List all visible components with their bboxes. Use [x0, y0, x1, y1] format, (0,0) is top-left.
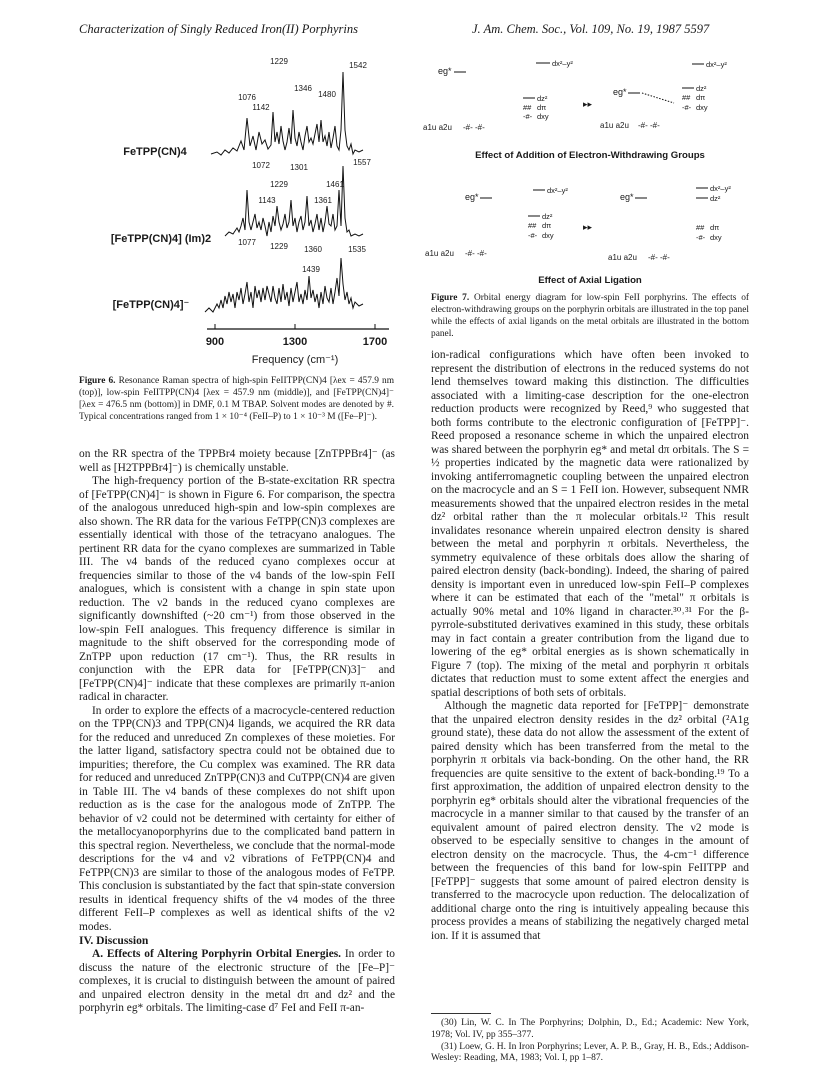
peak-label: 1346	[294, 84, 312, 93]
arrow-icon: ▸▸	[583, 222, 593, 232]
peak-label: 1077	[238, 238, 256, 247]
electron-pair-marks: -#- -#-	[638, 121, 660, 130]
figure-6-caption	[79, 376, 394, 424]
arrow-icon: ▸▸	[583, 99, 593, 109]
figure-7-caption	[431, 293, 749, 341]
dxy-label: dxy	[696, 103, 708, 112]
peak-label: 1143	[258, 196, 276, 205]
dxy-label: dxy	[542, 231, 554, 240]
peak-label: 1535	[348, 245, 366, 254]
peak-label: 1229	[270, 180, 288, 189]
mixing-dotted-line	[642, 93, 674, 103]
figure-6-caption-text: Resonance Raman spectra of high-spin FeIITPP(CN)4 [λex = 457.9 nm (top)], low-spin FeIITPP(CN)4 [λex = 457.9 nm (middle)], and [FeTPP(CN)4]⁻ [λex = 476.5 nm (bottom)] in DMF, 0.1 M TBAP. Solvent modes are denoted by #. Typical concentrations ranged from 1 × 10⁻⁴ (FeII–P) to 1 × 10⁻³ M ([Fe–P]⁻).	[79, 376, 394, 422]
a1u-a2u-label: a1u a2u	[423, 123, 452, 132]
dz2-label: dz²	[537, 94, 548, 103]
figure-7-orbital-diagram	[420, 48, 755, 288]
peak-label: 1229	[270, 57, 288, 66]
spectrum-trace-top	[211, 72, 363, 155]
x-tick-label-1300: 1300	[282, 336, 308, 348]
dpi-level: ##	[696, 223, 705, 232]
dxy-level: -#-	[696, 233, 706, 242]
reference-30: (30) Lin, W. C. In The Porphyrins; Dolphin, D., Ed.; Academic: New York, 1978; Vol. IV, pp 355–377.	[431, 1018, 749, 1040]
body-paragraph: In order to explore the effects of a macrocycle-centered reduction on the TPP(CN)3 and TPP(CN)4 ligands, we acquired the RR data for the reduced and unreduced Zn complexes of these moieties. For the latter ligand, satisfactory spectra could not be obtained due to impurities; therefore, the Cu complex was examined. The RR data for reduced and unreduced ZnTPP(CN)3 and CuTPP(CN)4 are given in Table III. The ν4 bands of these complexes do not shift upon reduction as is the case for the analogous mode of ZnTPP. The behavior of ν2 could not be determined with certainty for either of the metallocyanoporphyrins due to the complicated band pattern in this spectral region. Nevertheless, we conclude that the normal-mode descriptions for the ν4 and ν2 vibrations of FeTPP(CN)4 and FeTPP(CN)3 are similar to those of the analogous modes of FeTPP. This conclusion is substantiated by the fact that spin-state conversion results in identical frequency shifts of the ν4 modes of the three different FeII–P complexes as well as identical shifts of the ν2 modes.	[79, 704, 395, 933]
body-paragraph: ion-radical configurations which have often been invoked to represent the distribution of electrons in the reduced systems do not lend themselves toward making this distinction. The difficulties associated with a limiting-case description for the one-electron reduction products were recognized by Reed,⁹ who suggested that both forms contribute to the electronic configuration of [FeTPP]⁻. Reed proposed a resonance scheme in which the unpaired electron was shared between the porphyrin eg* and metal dπ orbitals. The S = ½ properties indicated by the magnetic data were rationalized by invoking antiferromagnetic coupling between the unpaired electron on the macrocycle and an S = 1 FeII ion. However, subsequent NMR measurements showed that the unpaired electron resides in the metal dz² orbital rather than the π molecular orbitals.¹² This result invalidates resonance wherein unpaired electron density is shared between the metal and porphyrin π orbitals. Nevertheless, the symmetry equivalence of these orbitals does allow the sharing of paired electron density (back-bonding). Indeed, the sharing of paired density is important even in unreduced low-spin FeII–P complexes where it can be estimated that each of the "metal" π orbitals is actually 90% metal and 10% ligand in character.³⁰˒³¹ For the β-pyrrole-substituted derivatives examined in this study, these orbitals may in fact contain a greater contribution from the ligand due to lowering of the eg* orbital energies as is shown schematically in Figure 7 (top). The mixing of the metal and porphyrin π orbitals dictates that reduction must to some extent affect the energies and spatial descriptions of both sets of orbitals.	[431, 349, 749, 699]
figure-7-caption-text: Orbital energy diagram for low-spin FeII porphyrins. The effects of electron-withdrawing groups on the porphyrin orbitals are illustrated in the top panel while the effects of axial ligands on the metal orbitals are illustrated in the bottom panel.	[431, 293, 750, 339]
eg-star-label: eg*	[438, 66, 452, 76]
footnote-rule	[431, 1013, 491, 1014]
body-paragraph: The high-frequency portion of the B-state-excitation RR spectra of [FeTPP(CN)4]⁻ is shown in Figure 6. For comparison, the spectra of the analogous unreduced high-spin and low-spin complexes are also shown. The RR data for the various FeTPP(CN)3 complexes are essentially identical with those of the tetracyano analogues. The pertinent RR data for the cyano complexes are summarized in Table III. The ν4 bands of the reduced cyano complexes occur at frequencies similar to those of the ν4 bands of the low-spin FeII analogues, which is consistent with a change in spin state upon reduction. The ν2 bands in the reduced cyano complexes are significantly downshifted (~20 cm⁻¹) from those observed in the low-spin FeII analogues. This frequency difference is similar in magnitude to the shift observed for the corresponding mode of ZnTPP upon reduction (17 cm⁻¹). Thus, the RR results in conjunction with the EPR data for [FeTPP(CN)3]⁻ and [FeTPP(CN)4]⁻ indicate that these complexes are primarily π-anion radical in character.	[79, 475, 395, 703]
dpi-label: dπ	[696, 93, 706, 102]
trace-label-mid: [FeTPP(CN)4] (Im)2	[110, 233, 212, 245]
electron-pair-marks: -#- -#-	[463, 123, 485, 132]
references	[431, 1018, 749, 1065]
dx2y2-label: dx²–y²	[710, 184, 731, 193]
peak-label: 1557	[353, 158, 371, 167]
dpi-label: dπ	[542, 221, 552, 230]
a1u-a2u-label: a1u a2u	[608, 253, 637, 262]
dz2-label: dz²	[696, 84, 707, 93]
dpi-level: ##	[523, 103, 532, 112]
dz2-label: dz²	[710, 194, 721, 203]
electron-pair-marks: -#- -#-	[465, 249, 487, 258]
dpi-label: dπ	[537, 103, 547, 112]
right-column	[431, 349, 749, 943]
left-column	[79, 448, 395, 1016]
peak-label: 1142	[252, 103, 270, 112]
peak-label: 1542	[349, 61, 367, 70]
a1u-a2u-label: a1u a2u	[425, 249, 454, 258]
peak-label: 1439	[302, 265, 320, 274]
peak-label: 1360	[304, 245, 322, 254]
dpi-label: dπ	[710, 223, 720, 232]
body-paragraph: Although the magnetic data reported for [FeTPP]⁻ demonstrate that the unpaired electron density resides in the dz² orbital (²A1g ground state), these data do not allow the assessment of the extent of paired density which has been transferred from the metal to the porphyrin π orbitals via back-bonding. On the other hand, the RR frequencies are quite sensitive to the extent of back-bonding.¹⁹ To a first approximation, the addition of unpaired electron density to the porphyrin eg* orbitals should alter the vibrational frequencies of the macrocycle in a manner similar to that caused by the transfer of an equivalent amount of paired electron density. The ν2 mode is observed to be especially sensitive to changes in the amount of electron density on the macrocycle. Thus, the 4-cm⁻¹ difference between the frequencies of this band for low-spin FeIITPP and [FeTPP]⁻ suggests that some amount of paired electron density is transferred to the macrocycle upon reduction. The delocalization of additional charge onto the ring is intuitively appealing because this process provides a means of stabilizing the negatively charged metal ion. If it is assumed that	[431, 700, 749, 942]
dxy-level: -#-	[523, 112, 533, 121]
figure-7-bottom-title: Effect of Axial Ligation	[538, 275, 642, 286]
peak-label: 1361	[314, 196, 332, 205]
dx2y2-label: dx²–y²	[706, 60, 727, 69]
spectrum-trace-bot	[205, 258, 363, 312]
peak-label: 1480	[318, 90, 336, 99]
subsection-heading: A. Effects of Altering Porphyrin Orbital Energies.	[92, 948, 342, 960]
eg-star-label: eg*	[620, 192, 634, 202]
a1u-a2u-label: a1u a2u	[600, 121, 629, 130]
body-paragraph	[79, 948, 395, 1016]
body-text: In order to discuss the nature of the electronic structure of the [Fe–P]⁻ complexes, it is crucial to distinguish between the amount of paired and unpaired electron density in the metal dπ and dz² and the porphyrin eg* orbitals. The limiting-case d⁷ FeI and FeII π-an-	[79, 948, 395, 1014]
running-header-right: J. Am. Chem. Soc., Vol. 109, No. 19, 1987 5597	[472, 22, 710, 36]
peak-label: 1229	[270, 242, 288, 251]
peak-label: 1072	[252, 161, 270, 170]
electron-pair-marks: -#- -#-	[648, 253, 670, 262]
dxy-label: dxy	[710, 233, 722, 242]
reference-31: (31) Loew, G. H. In Iron Porphyrins; Lever, A. P. B., Gray, H. B., Eds.; Addison-Wesley: Reading, MA, 1983; Vol. I, pp 1–87.	[431, 1041, 749, 1064]
figure-7-caption-label: Figure 7.	[431, 293, 470, 303]
trace-label-top: FeTPP(CN)4	[123, 146, 187, 158]
dz2-label: dz²	[542, 212, 553, 221]
dxy-level: -#-	[682, 103, 692, 112]
dxy-label: dxy	[537, 112, 549, 121]
dxy-level: -#-	[528, 231, 538, 240]
figure-6-spectra	[79, 46, 409, 366]
running-header-left: Characterization of Singly Reduced Iron(II) Porphyrins	[79, 22, 359, 36]
section-heading: IV. Discussion	[79, 934, 149, 947]
spectrum-trace-mid	[225, 166, 363, 236]
dpi-level: ##	[528, 221, 537, 230]
dpi-level: ##	[682, 93, 691, 102]
peak-label: 1076	[238, 93, 256, 102]
x-tick-label-900: 900	[205, 336, 225, 348]
figure-7-top-title: Effect of Addition of Electron-Withdrawing Groups	[475, 150, 705, 161]
eg-star-label: eg*	[465, 192, 479, 202]
x-axis-label: Frequency (cm⁻¹)	[251, 354, 339, 366]
peak-label: 1301	[290, 163, 308, 172]
dx2y2-label: dx²–y²	[547, 186, 568, 195]
body-paragraph: on the RR spectra of the TPPBr4 moiety because [ZnTPPBr4]⁻ (as well as [H2TPPBr4]⁻) is chemically unstable.	[79, 448, 395, 474]
trace-label-bot: [FeTPP(CN)4]⁻	[112, 299, 190, 311]
peak-label: 1461	[326, 180, 344, 189]
x-tick-label-1700: 1700	[362, 336, 388, 348]
figure-6-caption-label: Figure 6.	[79, 376, 116, 386]
eg-star-label: eg*	[613, 87, 627, 97]
dx2y2-label: dx²–y²	[552, 59, 573, 68]
